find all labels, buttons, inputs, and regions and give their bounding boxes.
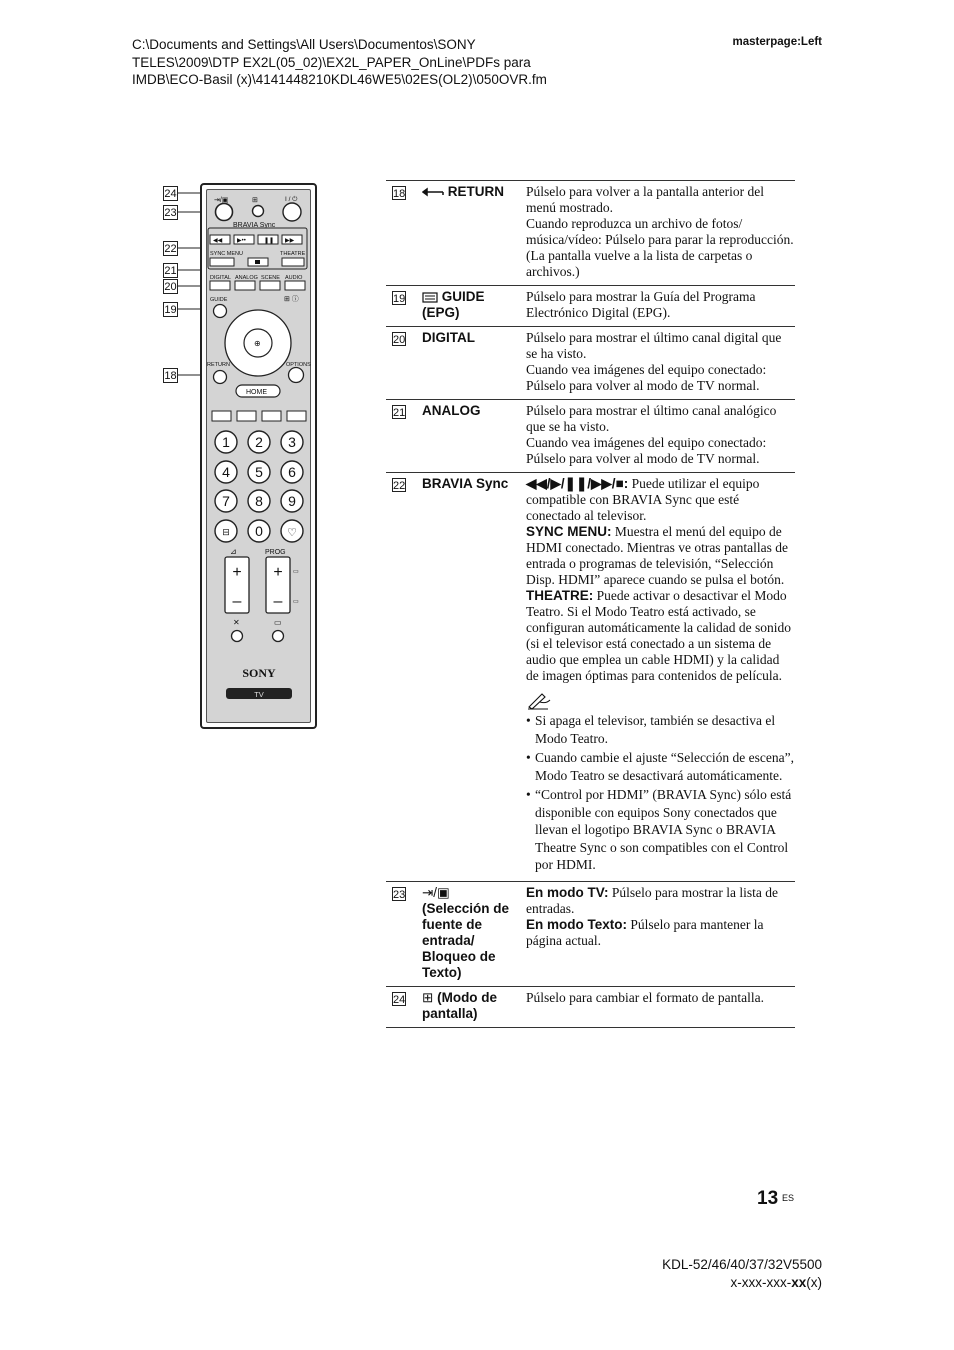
digit-5: 5	[255, 464, 263, 480]
screen-mode-icon: ⊞	[422, 989, 434, 1005]
svg-text:❚❚: ❚❚	[264, 238, 275, 244]
page-language: ES	[782, 1193, 795, 1203]
input-hold-icon: ⇥/▣	[214, 197, 229, 204]
digit-9: 9	[288, 493, 296, 509]
svg-text:⊞ ⓘ: ⊞ ⓘ	[284, 296, 299, 303]
row-desc-para: Cuando vea imágenes del equipo conectado: Púlselo para volver al modo de TV normal.	[526, 435, 767, 466]
guide-icon	[422, 292, 438, 303]
digit-7: 7	[222, 493, 230, 509]
notes-list	[526, 712, 795, 874]
note-pencil-icon	[526, 692, 552, 710]
row-desc-para: Púlselo para cambiar el formato de pantalla.	[526, 989, 765, 1005]
footer-code-suffix: (x)	[806, 1275, 822, 1290]
row-number: 22	[393, 480, 406, 492]
svg-text:▶••: ▶••	[237, 238, 246, 244]
svg-text:+: +	[232, 564, 242, 581]
row-desc-para: Púlselo para mostrar la Guía del Programa Electrónico Digital (EPG).	[526, 289, 756, 320]
svg-text:▭: ▭	[274, 618, 282, 627]
digit-6: 6	[288, 464, 296, 480]
row-label: DIGITAL	[422, 327, 526, 400]
remote-buttons	[202, 185, 315, 727]
page-number: 13	[757, 1188, 779, 1209]
digit-4: 4	[222, 464, 230, 480]
remote-brand: SONY	[242, 666, 276, 680]
row-desc-text: Puede activar o desactivar el Modo Teatro. Si el Modo Teatro está activado, se configuran automáticamente la calidad de sonido (si el televisor está conectado a un sistema de audio que emplea un cable HDMI) y la calidad de imagen óptimas para contenidos de película.	[526, 588, 792, 683]
row-label: (Modo de pantalla)	[422, 989, 498, 1021]
svg-text:◀◀: ◀◀	[213, 238, 223, 244]
table-row	[386, 881, 795, 986]
svg-text:–: –	[232, 593, 242, 610]
svg-text:⊟: ⊟	[222, 527, 230, 537]
row-number: 21	[393, 407, 406, 419]
subtitle-button	[273, 631, 284, 642]
input-button	[216, 204, 233, 221]
row-desc-bold: En modo TV:	[526, 884, 609, 900]
table-row	[386, 181, 795, 286]
svg-text:▶▶: ▶▶	[285, 238, 295, 244]
row-desc-para: Púlselo para volver a la pantalla anterior del menú mostrado.	[526, 184, 765, 215]
footer-code-bold: xx	[791, 1275, 807, 1290]
row-number: 19	[393, 293, 406, 305]
svg-text:♡: ♡	[287, 527, 297, 539]
callout-23: 23	[164, 207, 177, 219]
row-desc-para: Púlselo para mostrar el último canal analógico que se ha visto.	[526, 403, 777, 434]
callout-20: 20	[164, 281, 177, 293]
row-number: 18	[393, 188, 406, 200]
svg-text:▭: ▭	[293, 599, 299, 605]
digit-2: 2	[255, 434, 263, 450]
row-desc-para: Púlselo para mostrar el último canal digital que se ha visto.	[526, 330, 782, 361]
callout-24: 24	[164, 188, 177, 200]
digital-label: DIGITAL	[210, 275, 231, 281]
theatre-label: THEATRE	[280, 251, 306, 257]
return-label: RETURN	[207, 362, 230, 368]
digit-8: 8	[255, 493, 263, 509]
remote-control-illustration	[200, 183, 317, 729]
row-desc-bold: SYNC MENU:	[526, 524, 612, 539]
guide-button	[214, 305, 227, 318]
svg-text:⊕: ⊕	[254, 339, 261, 348]
header-path-line: IMDB\ECO-Basil (x)\4141448210KDL46WE5\02ES(OL2)\050OVR.fm	[132, 72, 547, 87]
digit-1: 1	[222, 434, 230, 450]
analog-label: ANALOG	[235, 275, 258, 281]
power-label: I / ⏻	[285, 196, 298, 203]
header-path-line: TELES\2009\DTP EX2L(05_02)\EX2L_PAPER_OnLine\PDFs para	[132, 54, 531, 70]
button-description-table	[386, 180, 795, 1028]
svg-text:⊿: ⊿	[230, 547, 237, 556]
footer-model: KDL-52/46/40/37/32V5500	[662, 1257, 822, 1272]
svg-text:+: +	[273, 564, 283, 581]
table-row	[386, 286, 795, 327]
table-row	[386, 473, 795, 882]
screen-mode-button	[253, 206, 264, 217]
svg-text:–: –	[273, 593, 283, 610]
row-desc-text: Púlselo para mantener la página actual.	[526, 916, 764, 948]
row-desc-para: Cuando reproduzca un archivo de fotos/ música/vídeo: Púlselo para parar la reproducción. (La pantalla vuelve a la lista de carpetas o archivos.)	[526, 216, 794, 279]
remote-tv-label: TV	[254, 690, 264, 699]
row-number: 20	[393, 334, 406, 346]
table-row	[386, 986, 795, 1027]
return-arrow-icon	[422, 187, 444, 197]
row-desc-text: Puede utilizar el equipo compatible con BRAVIA Sync que esté conectado al televisor.	[526, 476, 760, 523]
svg-text:▭: ▭	[293, 569, 299, 575]
digit-0: 0	[255, 523, 263, 539]
prog-label: PROG	[265, 549, 286, 556]
table-row	[386, 327, 795, 400]
note-item: • Si apaga el televisor, también se desactiva el Modo Teatro.	[535, 712, 795, 747]
guide-label: GUIDE	[210, 297, 228, 303]
row-label: RETURN	[447, 184, 505, 199]
row-label: BRAVIA Sync	[422, 473, 526, 882]
row-label: ANALOG	[422, 400, 526, 473]
screen-mode-icon: ⊞	[252, 197, 258, 204]
power-button	[283, 203, 301, 221]
sync-menu-label: SYNC MENU	[210, 251, 244, 257]
row-number: 24	[393, 993, 406, 1006]
note-item: • Cuando cambie el ajuste “Selección de escena”, Modo Teatro se desactivará automáticamente.	[535, 749, 795, 784]
row-label: GUIDE (EPG)	[422, 289, 485, 320]
svg-text:✕: ✕	[233, 618, 240, 627]
bravia-sync-label: BRAVIA Sync	[233, 222, 276, 229]
home-label: HOME	[246, 389, 267, 396]
header-masterpage: masterpage:Left	[732, 36, 822, 48]
row-desc-bold: THEATRE:	[526, 588, 594, 603]
digit-3: 3	[288, 434, 296, 450]
table-row	[386, 400, 795, 473]
row-label: (Selección de fuente de entrada/ Bloqueo de Texto)	[422, 900, 510, 980]
callout-22: 22	[164, 243, 177, 255]
row-desc-bold: ◀◀/▶/❚❚/▶▶/■:	[526, 476, 629, 491]
scene-label: SCENE	[261, 275, 280, 281]
callout-19: 19	[164, 304, 177, 316]
row-number: 23	[393, 888, 406, 901]
return-button	[214, 371, 227, 384]
note-item: • “Control por HDMI” (BRAVIA Sync) sólo está disponible con equipos Sony conectados que llevan el logotipo BRAVIA Sync o BRAVIA Theatre Sync o son compatibles con el Control por HDMI.	[535, 786, 795, 874]
row-desc-text: Muestra el menú del equipo de HDMI conectado. Mientras ve otras pantallas de entrada o programas de televisión, “Selección Disp. HDMI” aparece cuando se pulsa el botón.	[526, 524, 789, 587]
footer-code-prefix: x-xxx-xxx-	[730, 1275, 792, 1290]
row-desc-text: Púlselo para mostrar la lista de entradas.	[526, 884, 778, 916]
callout-21: 21	[164, 265, 177, 277]
row-desc-bold: En modo Texto:	[526, 916, 627, 932]
row-desc-para: Cuando vea imágenes del equipo conectado: Púlselo para volver al modo de TV normal.	[526, 362, 767, 393]
footer	[662, 1256, 822, 1292]
options-button	[289, 368, 304, 383]
audio-label: AUDIO	[285, 275, 303, 281]
mute-button	[232, 631, 243, 642]
options-label: OPTIONS	[286, 362, 311, 368]
callout-18: 18	[164, 370, 177, 382]
header-path-line: C:\Documents and Settings\All Users\Documentos\SONY	[132, 37, 476, 52]
input-hold-icon: ⇥/▣	[422, 884, 450, 900]
